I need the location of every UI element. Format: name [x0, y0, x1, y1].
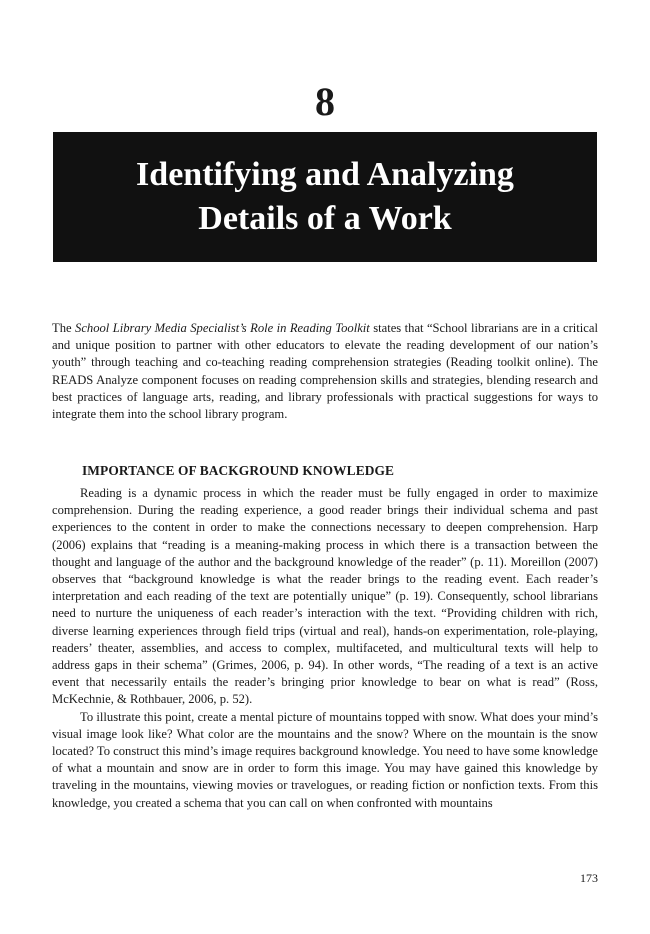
chapter-title-line-2: Details of a Work: [198, 200, 452, 237]
section-paragraph-1: Reading is a dynamic process in which the reader must be fully engaged in order to maximize comprehension. During the reading experience, a good reader brings their individual schema and past experiences to the content in order to make the connections necessary to deepen comprehension. Harp (2006) explains that “reading is a meaning-making process in which there is a transaction between the thought and language of the author and the background knowledge of the reader” (p. 11). Moreillon (2007) observes that “background knowledge is what the reader brings to the reading event. Each reader’s interpretation and each reading of the text are potentially unique” (p. 19). Consequently, school librarians need to nurture the uniqueness of each reader’s interaction with the text. “Providing children with rich, diverse learning experiences through field trips (virtual and real), hands-on experimentation, role-playing, readers’ theater, assemblies, and access to complex, multifaceted, and multicultural texts will help to address gaps in their schema” (Grimes, 2006, p. 94). In other words, “The reading of a text is an active event that necessarily entails the reader’s bringing prior knowledge to bear on what is read” (Ross, McKechnie, & Rothbauer, 2006, p. 52).: [52, 486, 598, 707]
toolkit-title: School Library Media Specialist’s Role in Reading Toolkit: [75, 321, 370, 335]
intro-rest: states that “School librarians are in a critical and unique position to partner with other educators to elevate the reading development of our nation’s youth” through teaching and co-teaching reading comprehension strategies (Reading toolkit online). The READS Analyze component focuses on reading comprehension skills and strategies, blending research and best practices of language arts, reading, and library professionals with practical suggestions for ways to integrate them into the school library program.: [52, 321, 598, 422]
section-body: [52, 485, 598, 812]
chapter-title-banner: [53, 132, 597, 262]
intro-paragraph: [52, 320, 598, 423]
section-heading: IMPORTANCE OF BACKGROUND KNOWLEDGE: [82, 463, 395, 478]
chapter-number: 8: [315, 79, 335, 124]
intro-lead: The: [52, 321, 76, 335]
page-number: 173: [580, 871, 598, 885]
intro-text: [52, 320, 598, 423]
chapter-title-line-1: Identifying and Analyzing: [136, 156, 514, 193]
section-paragraph-2: To illustrate this point, create a mental picture of mountains topped with snow. What does your mind’s visual image look like? What color are the mountains and the snow? Where on the mountain is the snow located? To construct this mind’s image requires background knowledge. You need to have some knowledge of what a mountain and snow are in order to form this image. You may have gained this knowledge by traveling in the mountains, viewing movies or travelogues, or reading fiction or nonfiction texts. From this knowledge, you created a schema that you can call on when confronted with mountains: [52, 709, 598, 810]
